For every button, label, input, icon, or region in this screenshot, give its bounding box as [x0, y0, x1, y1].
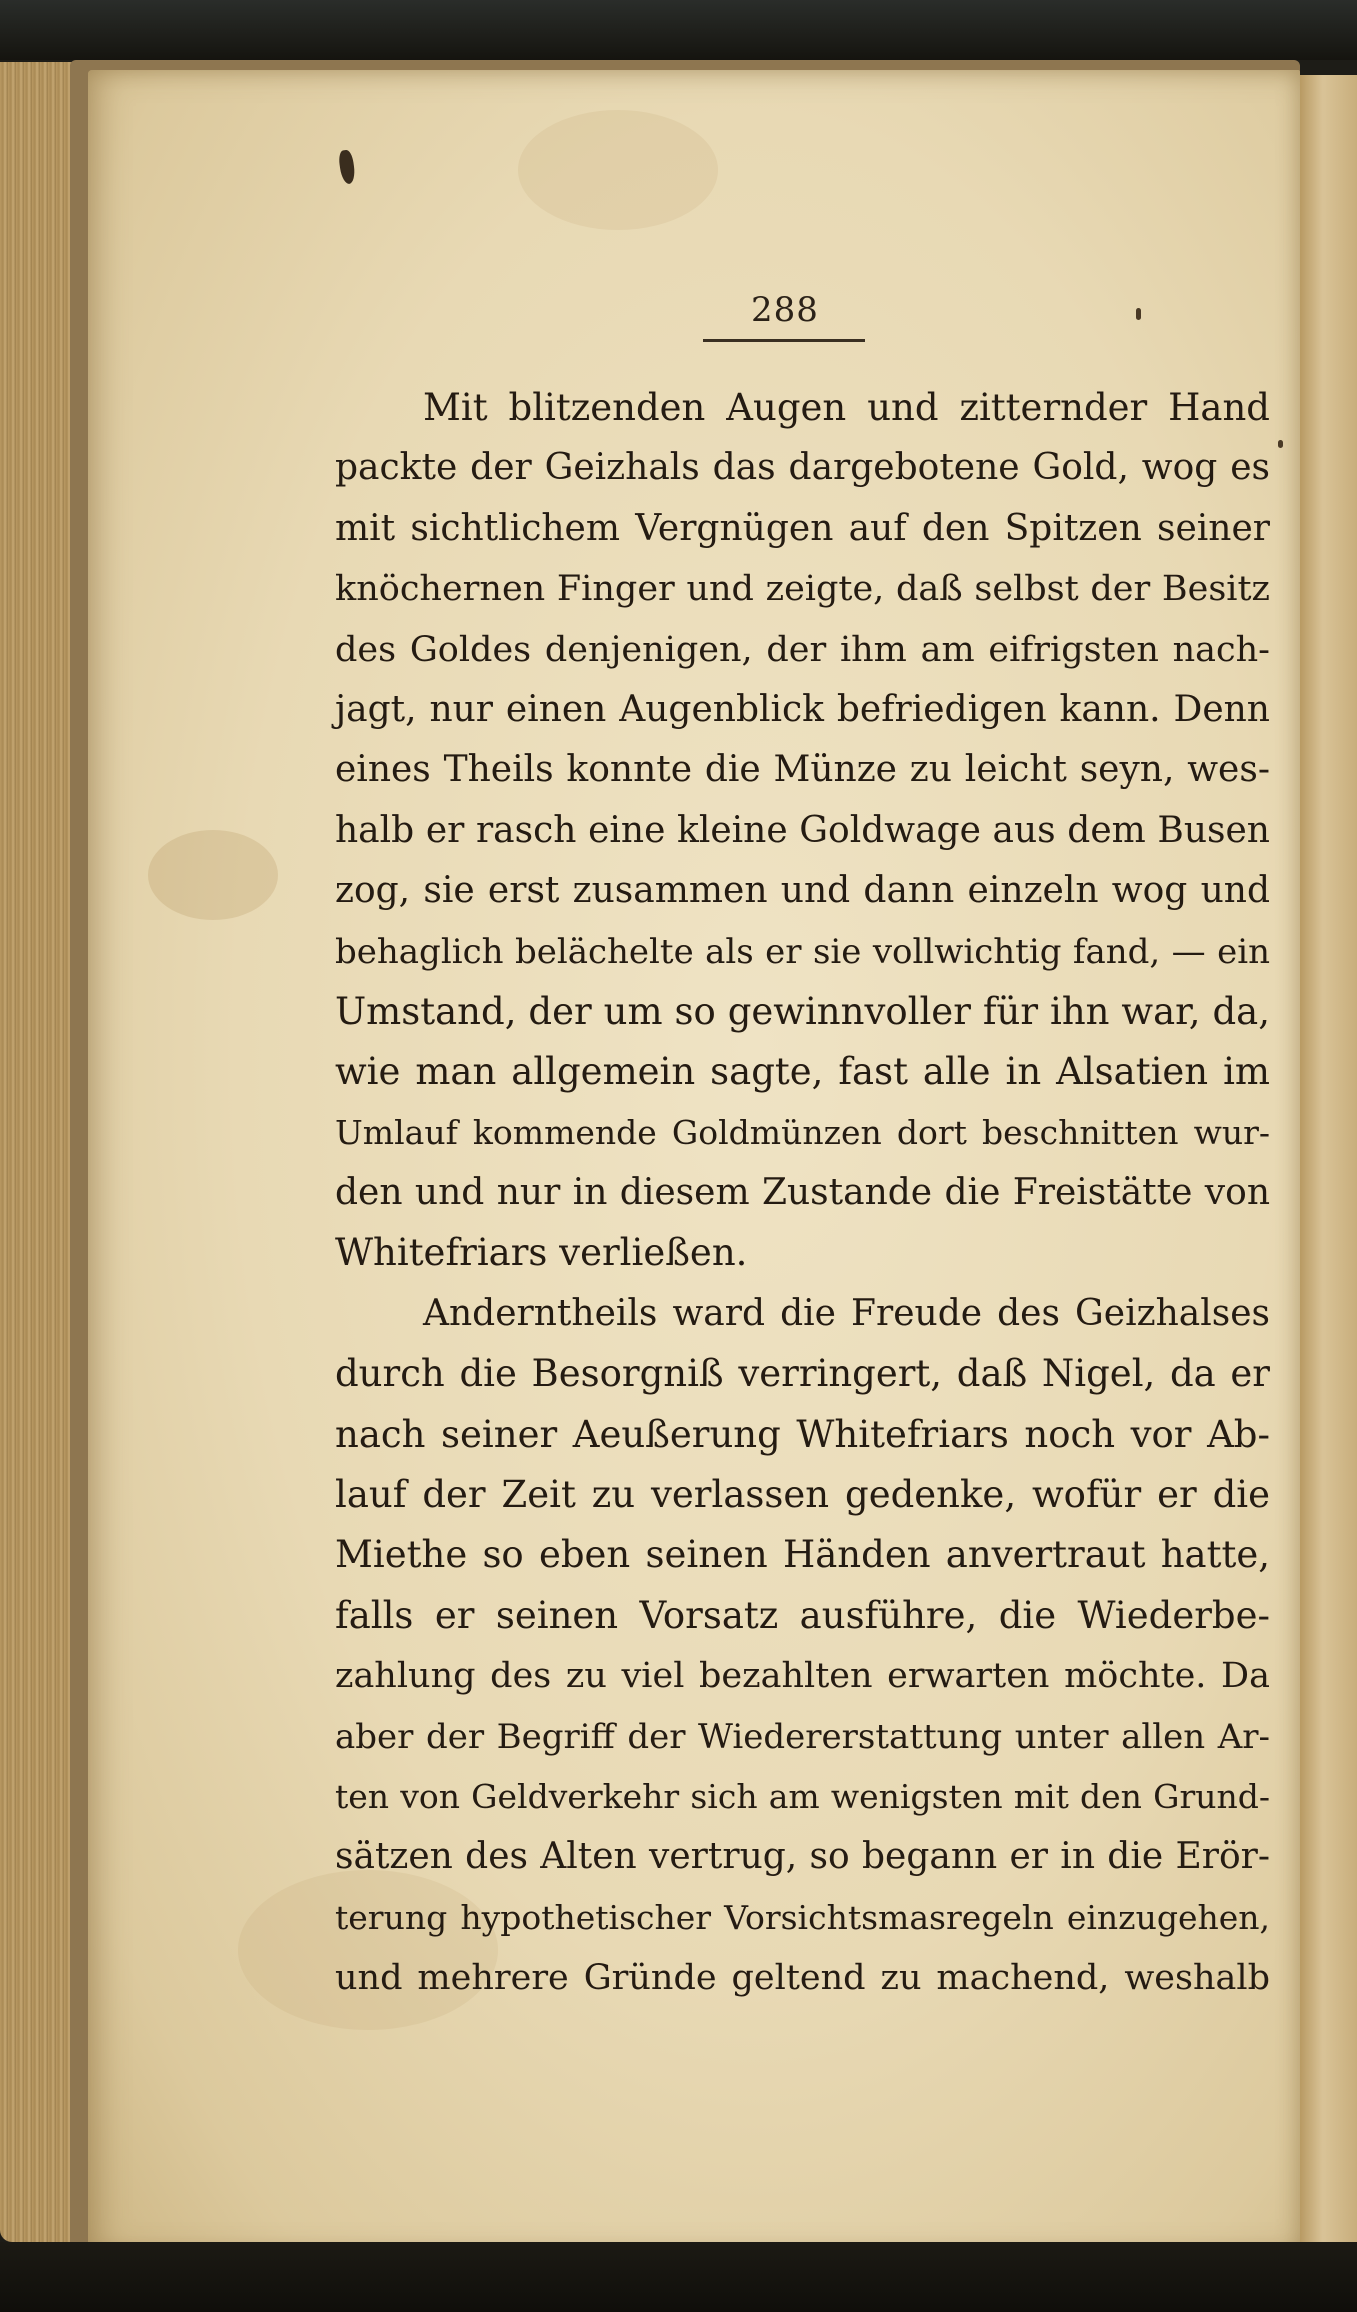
text-line: nach seiner Aeußerung Whitefriars noch vor Ab- [335, 1412, 1270, 1456]
foxing-stain [518, 110, 718, 230]
text-line: den und nur in diesem Zustande die Freistätte von [335, 1172, 1270, 1214]
foxing-stain [148, 830, 278, 920]
text-line: jagt, nur einen Augenblick befriedigen kann. Denn [335, 688, 1270, 730]
text-line: Umstand, der um so gewinnvoller für ihn war, da, [335, 989, 1270, 1033]
text-line: Anderntheils ward die Freude des Geizhalses [423, 1292, 1270, 1334]
text-line: falls er seinen Vorsatz ausführe, die Wiederbe- [335, 1593, 1270, 1637]
text-line: terung hypothetischer Vorsichtsmasregeln einzugehen, [335, 1897, 1270, 1937]
ink-dot [1278, 440, 1283, 448]
text-line: Whitefriars verließen. [335, 1231, 748, 1275]
page-number: 288 [751, 290, 819, 330]
text-line: behaglich belächelte als er sie vollwichtig fand, — ein [335, 931, 1270, 972]
text-line: sätzen des Alten vertrug, so begann er in die Erör- [335, 1836, 1270, 1878]
scan-background-top [0, 0, 1357, 60]
text-line: zog, sie erst zusammen und dann einzeln wog und [335, 870, 1270, 912]
text-line: Umlauf kommende Goldmünzen dort beschnitten wur- [335, 1112, 1270, 1152]
body-text [335, 378, 1270, 2009]
text-line: ten von Geldverkehr sich am wenigsten mit den Grund- [335, 1776, 1270, 1816]
text-line: und mehrere Gründe geltend zu machend, weshalb [335, 1958, 1270, 1999]
text-line: eines Theils konnte die Münze zu leicht seyn, wes- [335, 749, 1270, 791]
text-line: durch die Besorgniß verringert, daß Nigel, da er [335, 1352, 1270, 1396]
text-line: aber der Begriff der Wiedererstattung unter allen Ar- [335, 1716, 1270, 1757]
text-line: halb er rasch eine kleine Goldwage aus dem Busen [335, 809, 1270, 851]
ink-dot [1136, 308, 1141, 320]
text-line: zahlung des zu viel bezahlten erwarten möchte. Da [335, 1656, 1270, 1697]
text-line: mit sichtlichem Vergnügen auf den Spitzen seiner [335, 507, 1270, 549]
scan-background-bottom [0, 2242, 1357, 2312]
adjacent-page-edge [1300, 75, 1357, 2245]
text-line: lauf der Zeit zu verlassen gedenke, wofür er die [335, 1473, 1270, 1517]
text-line: knöchernen Finger und zeigte, daß selbst der Besitz [335, 569, 1270, 610]
text-line: Mit blitzenden Augen und zitternder Hand [423, 386, 1270, 429]
text-line: Miethe so eben seinen Händen anvertraut hatte, [335, 1533, 1270, 1577]
text-line: packte der Geizhals das dargebotene Gold, wog es [335, 447, 1270, 489]
text-line: des Goldes denjenigen, der ihm am eifrigsten nach- [335, 629, 1270, 670]
page-number-rule [703, 339, 865, 342]
text-line: wie man allgemein sagte, fast alle in Alsatien im [335, 1050, 1270, 1094]
